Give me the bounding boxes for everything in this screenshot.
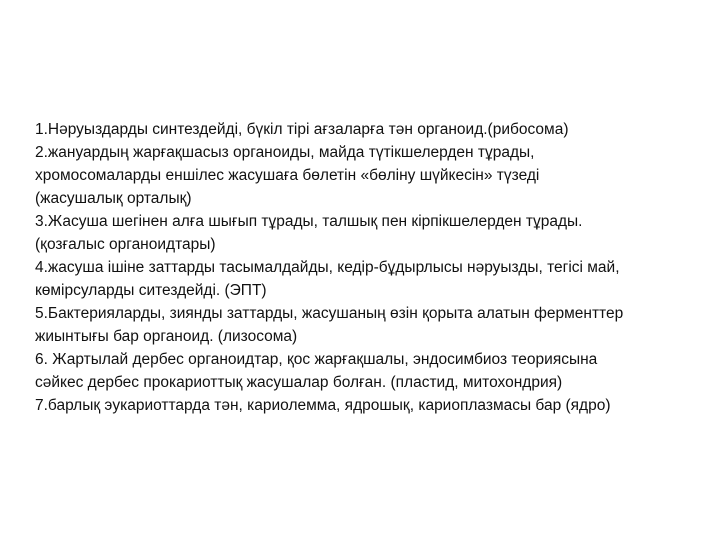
question-3-line-2: (қозғалыс органоидтары) [35,236,216,253]
question-4-line-1: 4.жасуша ішіне заттарды тасымалдайды, кедір-бұдырлысы нәруызды, тегісі май, [35,259,620,276]
question-2-line-3: (жасушалық орталық) [35,190,192,207]
question-5-line-2: жиынтығы бар органоид. (лизосома) [35,328,298,345]
question-2-line-1: 2.жануардың жарғақшасыз органоиды, майда түтікшелерден тұрады, [35,144,535,161]
question-7-line-1: 7.барлық эукариоттарда тән, кариолемма, ядрошық, кариоплазмасы бар (ядро) [35,397,611,414]
question-2-line-2: хромосомаларды еншілес жасушаға бөлетін «бөліну шүйкесін» түзеді [35,167,540,184]
question-3-line-1: 3.Жасуша шегінен алға шығып тұрады, талшық пен кірпікшелерден тұрады. [35,213,583,230]
question-4-line-2: көмірсуларды ситездейді. (ЭПТ) [35,282,267,299]
question-1-line-1: 1.Нәруыздарды синтездейді, бүкіл тірі ағзаларға тән органоид.(рибосома) [35,121,569,138]
question-6-line-2: сәйкес дербес прокариоттық жасушалар болған. (пластид, митохондрия) [35,374,563,391]
question-list [35,118,705,417]
question-5-line-1: 5.Бактерияларды, зиянды заттарды, жасушаның өзін қорыта алатын ферменттер [35,305,624,322]
question-6-line-1: 6. Жартылай дербес органоидтар, қос жарғақшалы, эндосимбиоз теориясына [35,351,598,368]
